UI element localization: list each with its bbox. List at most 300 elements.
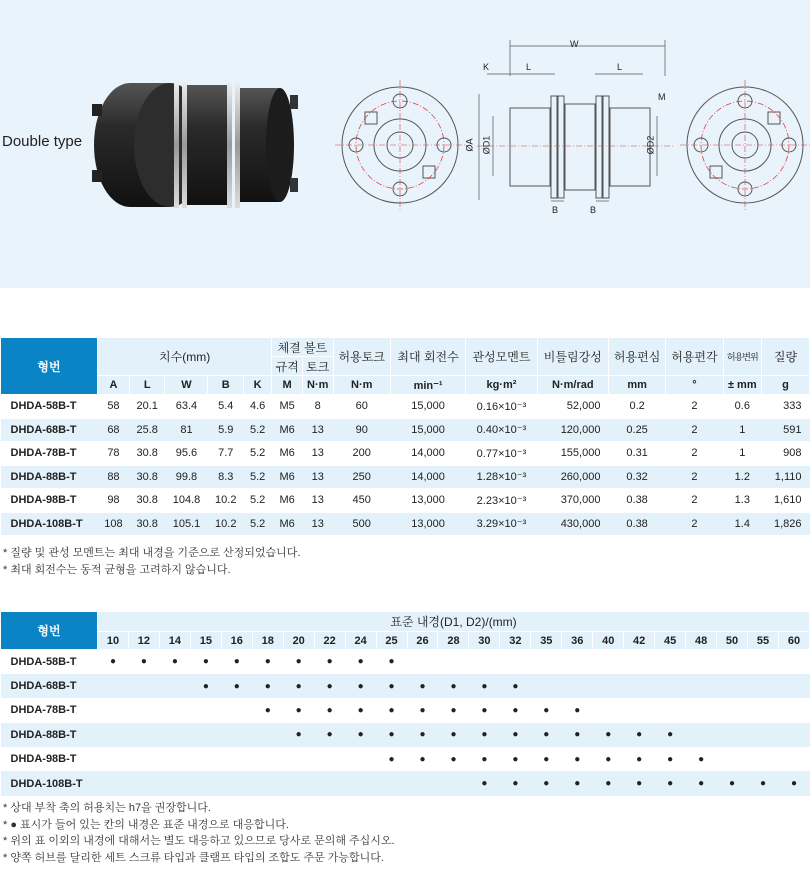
- availability-dot: ●: [481, 753, 488, 765]
- table-cell: 5.4: [208, 395, 244, 419]
- model-header: 형번: [1, 338, 98, 395]
- table-cell: 0.38: [608, 512, 665, 536]
- model-cell: DHDA-78B-T: [10, 704, 77, 717]
- availability-dot: ●: [376, 723, 407, 747]
- availability-dot: ●: [171, 656, 178, 668]
- table-cell: 0.16×10⁻³: [466, 395, 537, 419]
- table-cell: 13: [302, 418, 333, 442]
- table-cell: [624, 698, 655, 722]
- stiffness-header: 비틀림강성: [537, 338, 608, 376]
- table-cell: 90: [333, 418, 390, 442]
- availability-dot: ●: [264, 704, 271, 716]
- bore-size-header: 15: [190, 632, 221, 650]
- model-cell: DHDA-58B-T: [10, 655, 77, 668]
- table-row: [1, 442, 810, 466]
- unit-header: N·m: [333, 376, 390, 395]
- table-cell: [717, 723, 748, 747]
- bore-size-header: 45: [655, 632, 686, 650]
- table-cell: [221, 771, 252, 795]
- availability-dot: ●: [469, 723, 500, 747]
- availability-dot: ●: [686, 771, 717, 795]
- table-cell: [655, 698, 686, 722]
- availability-dot: ●: [450, 753, 457, 765]
- availability-dot: ●: [500, 723, 531, 747]
- front-view-left-diagram: [335, 80, 465, 210]
- table-cell: M6: [272, 442, 303, 466]
- table-cell: [283, 747, 314, 771]
- table-cell: 13: [302, 442, 333, 466]
- bore-size-header: 55: [748, 632, 779, 650]
- availability-dot: ●: [314, 674, 345, 698]
- table-cell: 1,826: [762, 512, 810, 536]
- availability-dot: ●: [283, 723, 314, 747]
- table-cell: 108: [98, 512, 130, 536]
- availability-dot: ●: [388, 704, 395, 716]
- angle-header: 허용편각: [666, 338, 723, 376]
- dim-a-label: ØA: [464, 138, 475, 152]
- availability-dot: ●: [407, 723, 438, 747]
- type-label: Double type: [2, 133, 83, 150]
- table-cell: M5: [272, 395, 303, 419]
- availability-dot: ●: [748, 771, 779, 795]
- table-cell: 5.2: [244, 465, 272, 489]
- table-cell: [128, 771, 159, 795]
- table-cell: 8.3: [208, 465, 244, 489]
- model-cell: DHDA-58B-T: [1, 395, 98, 419]
- availability-dot: ●: [252, 674, 283, 698]
- bore-size-header: 28: [438, 632, 469, 650]
- table-cell: [778, 723, 809, 747]
- table-cell: [159, 723, 190, 747]
- table-cell: [159, 674, 190, 698]
- table-cell: [655, 674, 686, 698]
- table-cell: 2: [666, 442, 723, 466]
- availability-dot: ●: [469, 674, 500, 698]
- table-cell: [252, 747, 283, 771]
- table-cell: 20.1: [129, 395, 165, 419]
- table-cell: [778, 650, 809, 674]
- table-cell: [624, 674, 655, 698]
- table-cell: [748, 698, 779, 722]
- availability-dot: ●: [574, 704, 581, 716]
- dim-m-label: M: [658, 92, 666, 102]
- table-cell: 1: [723, 418, 761, 442]
- inertia-header: 관성모멘트: [466, 338, 537, 376]
- table-cell: M6: [272, 512, 303, 536]
- table-cell: [469, 650, 500, 674]
- table-cell: 0.2: [608, 395, 665, 419]
- table-cell: 0.40×10⁻³: [466, 418, 537, 442]
- model-cell: DHDA-98B-T: [1, 489, 98, 513]
- table-cell: 25.8: [129, 418, 165, 442]
- availability-dot: ●: [407, 674, 438, 698]
- table-cell: [98, 747, 129, 771]
- table-row: [1, 723, 810, 747]
- bore-size-header: 30: [469, 632, 500, 650]
- table-cell: 1,610: [762, 489, 810, 513]
- table-cell: 13,000: [390, 489, 465, 513]
- table-cell: 30.8: [129, 442, 165, 466]
- table-cell: 155,000: [537, 442, 608, 466]
- table-cell: [221, 747, 252, 771]
- table-cell: [190, 698, 221, 722]
- table-cell: [686, 674, 717, 698]
- availability-dot: ●: [481, 704, 488, 716]
- table-cell: 2.23×10⁻³: [466, 489, 537, 513]
- table-cell: [686, 650, 717, 674]
- table-cell: M6: [272, 489, 303, 513]
- table-cell: 30.8: [129, 512, 165, 536]
- availability-dot: ●: [283, 674, 314, 698]
- table-cell: [748, 723, 779, 747]
- table-cell: 58: [98, 395, 130, 419]
- bore-size-header: 40: [593, 632, 624, 650]
- dim-k-label: K: [483, 62, 490, 72]
- table-cell: 95.6: [165, 442, 208, 466]
- model-cell: DHDA-68B-T: [1, 418, 98, 442]
- table-cell: 3.29×10⁻³: [466, 512, 537, 536]
- table-cell: 0.77×10⁻³: [466, 442, 537, 466]
- table-row: [1, 747, 810, 771]
- unit-header: min⁻¹: [390, 376, 465, 395]
- table-row: [1, 489, 810, 513]
- table-cell: 370,000: [537, 489, 608, 513]
- availability-dot: ●: [438, 674, 469, 698]
- availability-dot: ●: [264, 656, 271, 668]
- availability-dot: ●: [388, 753, 395, 765]
- bore-size-header: 35: [531, 632, 562, 650]
- availability-dot: ●: [140, 656, 147, 668]
- table-cell: 430,000: [537, 512, 608, 536]
- table-cell: [221, 723, 252, 747]
- availability-dot: ●: [419, 704, 426, 716]
- table-cell: 5.2: [244, 489, 272, 513]
- availability-dot: ●: [326, 704, 333, 716]
- table-cell: [562, 650, 593, 674]
- table-cell: [128, 674, 159, 698]
- table-cell: [252, 723, 283, 747]
- table-cell: [717, 650, 748, 674]
- table-cell: [376, 771, 407, 795]
- table-cell: 200: [333, 442, 390, 466]
- availability-dot: ●: [574, 753, 581, 765]
- table-cell: 13,000: [390, 512, 465, 536]
- availability-dot: ●: [543, 704, 550, 716]
- coupling-product-image: [90, 70, 305, 220]
- unit-header: N·m: [302, 376, 333, 395]
- table-cell: [345, 771, 376, 795]
- table-cell: 98: [98, 489, 130, 513]
- availability-dot: ●: [295, 704, 302, 716]
- table-cell: 13: [302, 489, 333, 513]
- table-cell: 5.2: [244, 442, 272, 466]
- availability-dot: ●: [605, 753, 612, 765]
- table-cell: [407, 650, 438, 674]
- bore-note: * 양쪽 허브를 달리한 세트 스크류 타입과 클램프 타입의 조합도 주문 가능합니다.: [3, 851, 384, 864]
- availability-dot: ●: [531, 771, 562, 795]
- table-cell: [686, 723, 717, 747]
- table-cell: [190, 747, 221, 771]
- spec-notes: [3, 545, 300, 579]
- dim-b-right-label: B: [590, 205, 597, 215]
- availability-dot: ●: [190, 674, 221, 698]
- table-cell: [717, 698, 748, 722]
- table-cell: [190, 771, 221, 795]
- availability-dot: ●: [531, 723, 562, 747]
- bore-size-header: 10: [98, 632, 129, 650]
- dims-header: 치수(mm): [98, 338, 272, 376]
- table-cell: 591: [762, 418, 810, 442]
- availability-dot: ●: [202, 656, 209, 668]
- unit-header: N·m/rad: [537, 376, 608, 395]
- bore-table: [0, 611, 810, 796]
- availability-dot: ●: [698, 753, 705, 765]
- bore-notes: [3, 800, 395, 866]
- availability-dot: ●: [469, 771, 500, 795]
- table-cell: [98, 723, 129, 747]
- table-cell: 52,000: [537, 395, 608, 419]
- model-cell: DHDA-88B-T: [1, 465, 98, 489]
- table-cell: 13: [302, 465, 333, 489]
- availability-dot: ●: [450, 704, 457, 716]
- table-cell: [748, 747, 779, 771]
- table-cell: 1: [723, 442, 761, 466]
- table-cell: [98, 674, 129, 698]
- table-cell: [438, 771, 469, 795]
- availability-dot: ●: [357, 704, 364, 716]
- availability-dot: ●: [624, 723, 655, 747]
- unit-header: mm: [608, 376, 665, 395]
- table-cell: 908: [762, 442, 810, 466]
- table-cell: 2: [666, 465, 723, 489]
- table-row: [1, 418, 810, 442]
- bolt-torque-header: 토크: [302, 357, 333, 376]
- table-cell: [624, 650, 655, 674]
- table-cell: 2: [666, 489, 723, 513]
- unit-header: K: [244, 376, 272, 395]
- availability-dot: ●: [233, 656, 240, 668]
- availability-dot: ●: [357, 656, 364, 668]
- torque-header: 허용토크: [333, 338, 390, 376]
- table-cell: M6: [272, 465, 303, 489]
- bore-model-header: 형번: [1, 612, 98, 650]
- table-cell: 0.25: [608, 418, 665, 442]
- bore-size-header: 48: [686, 632, 717, 650]
- table-cell: [407, 771, 438, 795]
- bore-size-header: 20: [283, 632, 314, 650]
- table-cell: 260,000: [537, 465, 608, 489]
- bore-size-header: 12: [128, 632, 159, 650]
- table-row: [1, 465, 810, 489]
- dim-l-left-label: L: [526, 62, 532, 72]
- table-cell: 68: [98, 418, 130, 442]
- availability-dot: ●: [655, 771, 686, 795]
- bore-size-header: 25: [376, 632, 407, 650]
- dim-b-left-label: B: [552, 205, 559, 215]
- speed-header: 최대 회전수: [390, 338, 465, 376]
- availability-dot: ●: [562, 723, 593, 747]
- table-cell: 120,000: [537, 418, 608, 442]
- availability-dot: ●: [512, 753, 519, 765]
- table-cell: 15,000: [390, 418, 465, 442]
- availability-dot: ●: [419, 753, 426, 765]
- table-cell: [531, 674, 562, 698]
- table-cell: [717, 747, 748, 771]
- availability-dot: ●: [314, 723, 345, 747]
- availability-dot: ●: [109, 656, 116, 668]
- model-cell: DHDA-68B-T: [1, 674, 98, 698]
- table-cell: 104.8: [165, 489, 208, 513]
- table-cell: [159, 698, 190, 722]
- bore-note: * ● 표시가 들어 있는 칸의 내경은 표준 내경으로 대응합니다.: [3, 818, 289, 831]
- table-cell: 1.4: [723, 512, 761, 536]
- table-cell: [593, 650, 624, 674]
- table-cell: 78: [98, 442, 130, 466]
- table-cell: [748, 650, 779, 674]
- bore-size-header: 18: [252, 632, 283, 650]
- misalign-header: 허용편심: [608, 338, 665, 376]
- table-cell: 5.2: [244, 418, 272, 442]
- table-cell: 2: [666, 418, 723, 442]
- table-cell: 81: [165, 418, 208, 442]
- bore-size-header: 60: [778, 632, 809, 650]
- table-cell: [345, 747, 376, 771]
- availability-dot: ●: [438, 723, 469, 747]
- availability-dot: ●: [778, 771, 809, 795]
- table-cell: [778, 698, 809, 722]
- bolt-header: 체결 볼트: [272, 338, 333, 357]
- table-cell: [748, 674, 779, 698]
- table-cell: 0.38: [608, 489, 665, 513]
- table-cell: [190, 723, 221, 747]
- table-cell: 333: [762, 395, 810, 419]
- table-cell: [778, 674, 809, 698]
- table-cell: 5.2: [244, 512, 272, 536]
- availability-dot: ●: [512, 704, 519, 716]
- table-cell: 30.8: [129, 489, 165, 513]
- availability-dot: ●: [543, 753, 550, 765]
- bore-size-header: 14: [159, 632, 190, 650]
- unit-header: L: [129, 376, 165, 395]
- spec-table: [0, 337, 810, 536]
- table-cell: 13: [302, 512, 333, 536]
- front-view-right-diagram: [680, 80, 810, 210]
- table-cell: [128, 723, 159, 747]
- availability-dot: ●: [636, 753, 643, 765]
- table-cell: M6: [272, 418, 303, 442]
- unit-header: g: [762, 376, 810, 395]
- table-cell: [438, 650, 469, 674]
- table-cell: [531, 650, 562, 674]
- table-cell: 0.6: [723, 395, 761, 419]
- availability-dot: ●: [388, 656, 395, 668]
- table-cell: [159, 771, 190, 795]
- table-cell: 30.8: [129, 465, 165, 489]
- table-cell: 1.3: [723, 489, 761, 513]
- mass-header: 질량: [762, 338, 810, 376]
- bore-title: 표준 내경(D1, D2)/(mm): [98, 612, 810, 632]
- table-cell: 15,000: [390, 395, 465, 419]
- unit-header: W: [165, 376, 208, 395]
- table-row: [1, 650, 810, 674]
- bolt-size-header: 규격: [272, 357, 303, 376]
- availability-dot: ●: [345, 723, 376, 747]
- table-cell: 10.2: [208, 512, 244, 536]
- table-cell: [562, 674, 593, 698]
- table-cell: 250: [333, 465, 390, 489]
- table-cell: [593, 698, 624, 722]
- table-cell: 1.2: [723, 465, 761, 489]
- unit-header: B: [208, 376, 244, 395]
- bore-size-header: 32: [500, 632, 531, 650]
- availability-dot: ●: [624, 771, 655, 795]
- table-cell: 10.2: [208, 489, 244, 513]
- dim-d2-label: ØD2: [645, 135, 656, 155]
- availability-dot: ●: [562, 771, 593, 795]
- bore-note: * 상대 부착 축의 허용치는 h7을 권장합니다.: [3, 802, 211, 814]
- spec-note: * 최대 회전수는 동적 균형을 고려하지 않습니다.: [3, 564, 231, 576]
- table-cell: [98, 771, 129, 795]
- dim-d1-label: ØD1: [481, 135, 492, 155]
- unit-header: kg·m²: [466, 376, 537, 395]
- table-cell: 7.7: [208, 442, 244, 466]
- table-cell: [221, 698, 252, 722]
- model-cell: DHDA-108B-T: [1, 771, 98, 795]
- dim-w-label: W: [570, 39, 579, 49]
- table-cell: [314, 747, 345, 771]
- model-cell: DHDA-78B-T: [1, 442, 98, 466]
- table-cell: 4.6: [244, 395, 272, 419]
- table-cell: 105.1: [165, 512, 208, 536]
- table-cell: [159, 747, 190, 771]
- unit-header: M: [272, 376, 303, 395]
- table-cell: 0.32: [608, 465, 665, 489]
- table-cell: [655, 650, 686, 674]
- table-row: [1, 674, 810, 698]
- unit-header: ± mm: [723, 376, 761, 395]
- availability-dot: ●: [500, 674, 531, 698]
- table-cell: 2: [666, 512, 723, 536]
- table-cell: 1,110: [762, 465, 810, 489]
- table-cell: [128, 747, 159, 771]
- model-cell: DHDA-98B-T: [10, 753, 77, 766]
- availability-dot: ●: [376, 674, 407, 698]
- model-cell: DHDA-88B-T: [1, 723, 98, 747]
- availability-dot: ●: [667, 753, 674, 765]
- table-cell: [717, 674, 748, 698]
- bore-note: * 위의 표 이외의 내경에 대해서는 별도 대응하고 있으므로 당사로 문의해 주십시오.: [3, 835, 395, 847]
- axial-header: 허용변위: [723, 338, 761, 376]
- table-cell: 14,000: [390, 442, 465, 466]
- bore-size-header: 16: [221, 632, 252, 650]
- table-cell: [778, 747, 809, 771]
- table-cell: 0.31: [608, 442, 665, 466]
- availability-dot: ●: [717, 771, 748, 795]
- table-cell: 5.9: [208, 418, 244, 442]
- table-cell: 8: [302, 395, 333, 419]
- table-cell: 63.4: [165, 395, 208, 419]
- availability-dot: ●: [295, 656, 302, 668]
- bore-size-header: 36: [562, 632, 593, 650]
- table-cell: 99.8: [165, 465, 208, 489]
- table-cell: [686, 698, 717, 722]
- availability-dot: ●: [326, 656, 333, 668]
- table-row: [1, 395, 810, 419]
- table-cell: [252, 771, 283, 795]
- table-cell: 88: [98, 465, 130, 489]
- table-cell: [500, 650, 531, 674]
- product-panel: [0, 0, 810, 288]
